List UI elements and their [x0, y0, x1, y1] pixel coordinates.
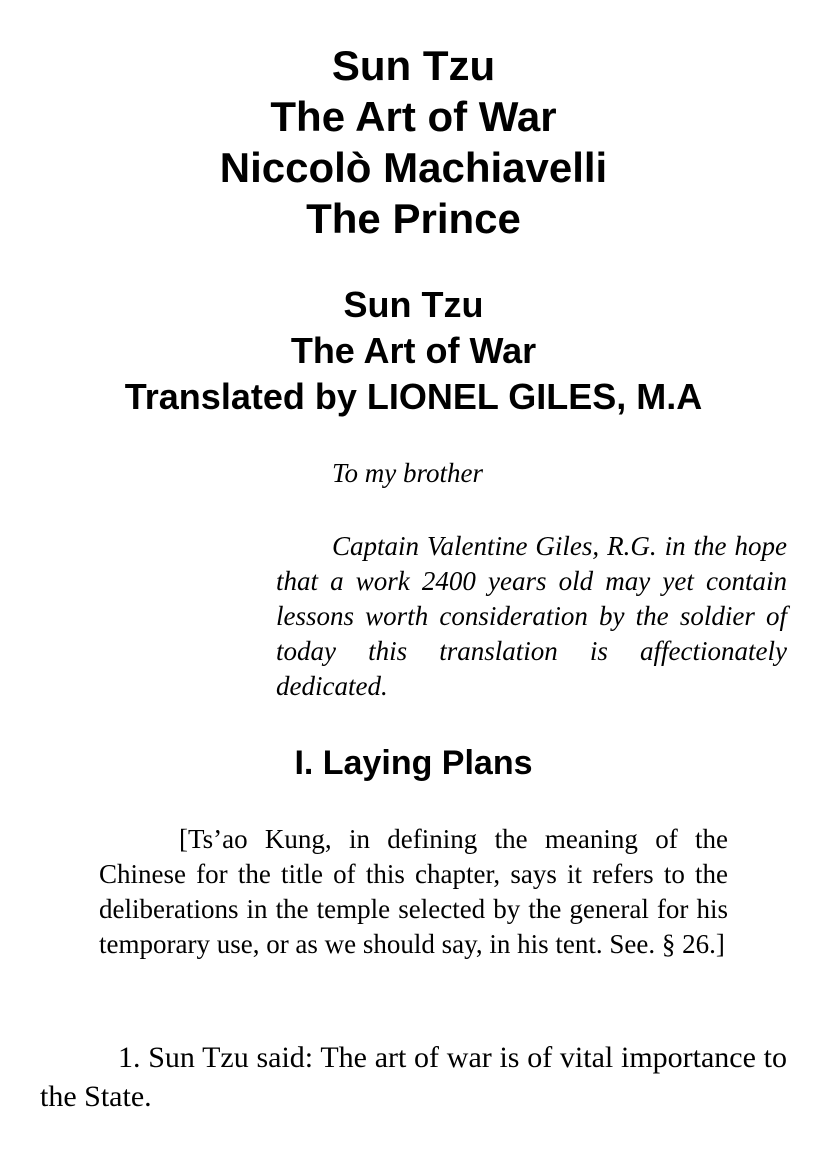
main-title-author: Sun Tzu [331, 42, 496, 89]
main-title-work-2: The Prince [306, 195, 521, 242]
main-title-work: The Art of War [270, 93, 557, 140]
dedication-text: Captain Valentine Giles, R.G. in the hope that a work 2400 years old may yet contain lessons worth consideration by the soldier of today this translation is affectionately dedicated. [276, 531, 787, 701]
main-title-block [0, 40, 827, 244]
chapter-commentary: [Ts’ao Kung, in defining the meaning of the Chinese for the title of this chapter, says it refers to the deliberations in the temple selected by the general for his temporary use, or as we should say, in his tent. See. § 26.] [99, 824, 728, 959]
sub-title-author: Sun Tzu [343, 284, 484, 325]
sub-title-work: The Art of War [290, 330, 537, 371]
chapter-heading: I. Laying Plans [294, 744, 533, 782]
sub-title-translator: Translated by LIONEL GILES, M.A [124, 376, 703, 417]
verse-1: 1. Sun Tzu said: The art of war is of vital importance to the State. [40, 1041, 787, 1113]
main-title-author-2: Niccolò Machiavelli [219, 144, 608, 191]
sub-title-block [0, 282, 827, 420]
dedication-salutation: To my brother [332, 458, 484, 488]
